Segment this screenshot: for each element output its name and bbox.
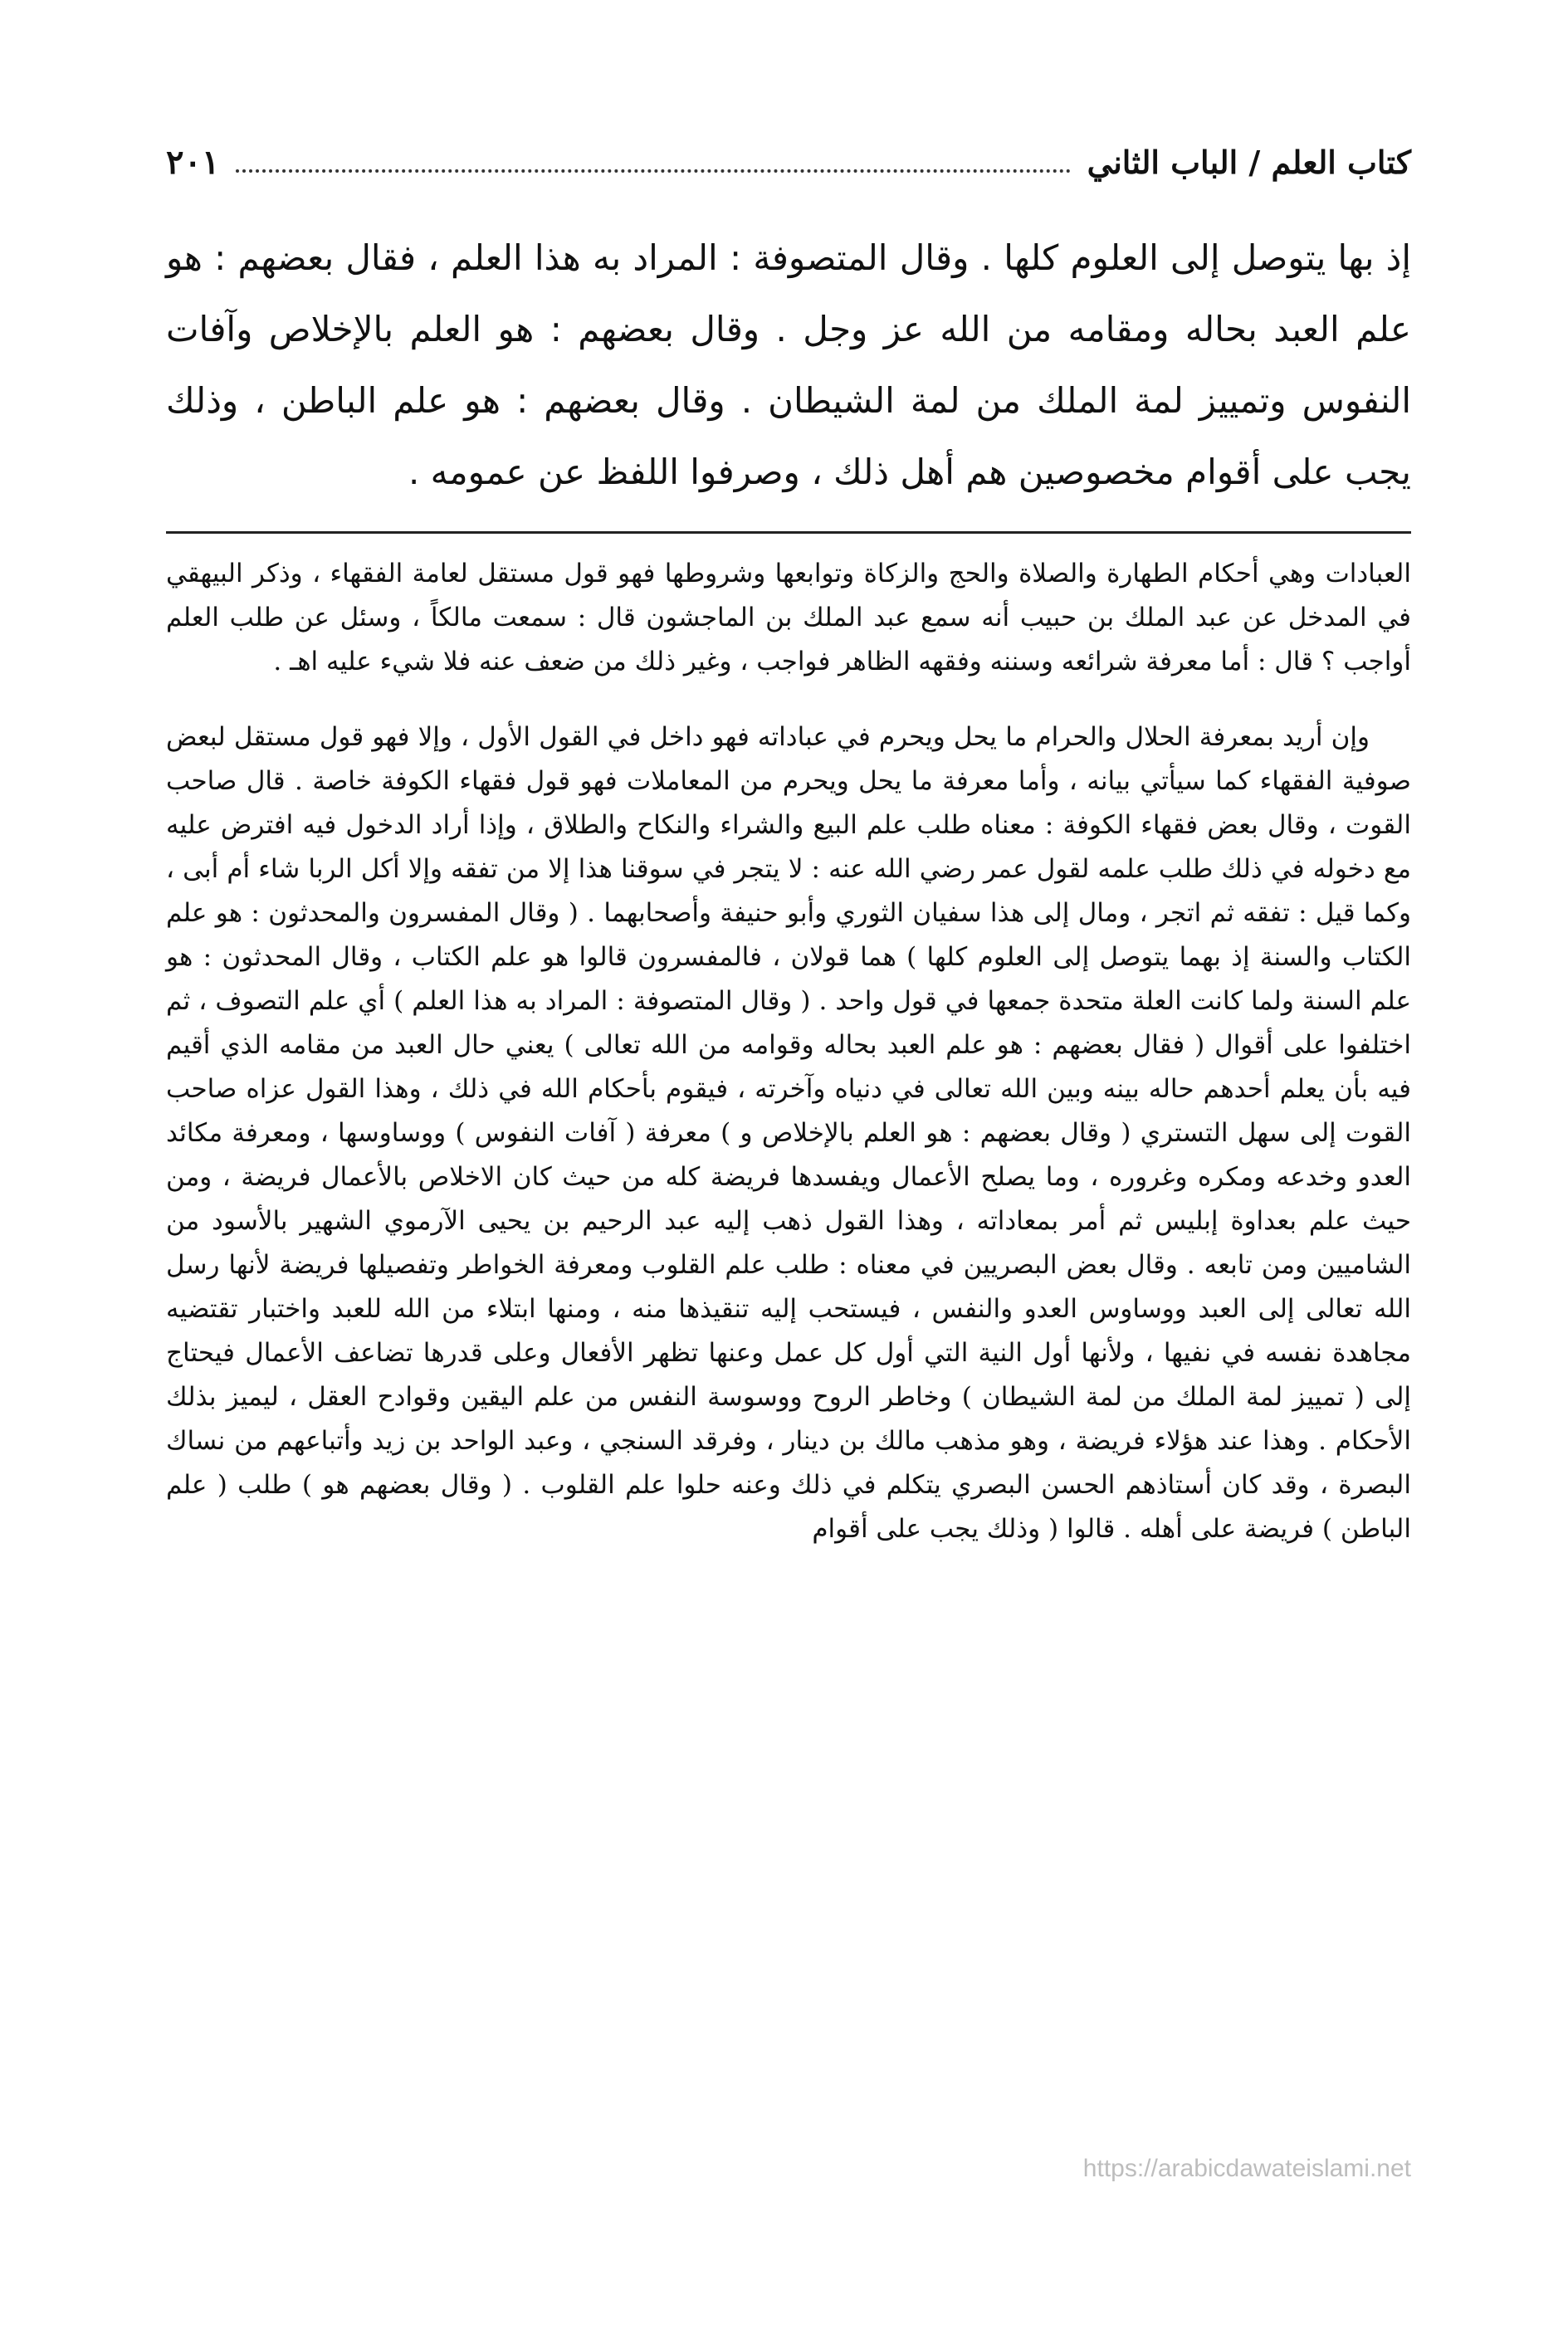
dot-leader bbox=[236, 151, 1070, 173]
commentary-paragraph-1: العبادات وهي أحكام الطهارة والصلاة والحج والزكاة وتوابعها وشروطها فهو قول مستقل لعامة الفقهاء ، وذكر البيهقي في المدخل عن عبد الملك بن حبيب أنه سمع عبد الملك بن الماجشون قال : سمعت مالكاً ، وسئل عن طلب العلم أواجب ؟ قال : أما معرفة شرائعه وسننه وفقهه الظاهر فواجب ، وغير ذلك من ضعف عنه فلا شيء عليه اهـ . bbox=[166, 559, 1411, 676]
running-header bbox=[166, 133, 1411, 191]
website-watermark: https://arabicdawateislami.net bbox=[1082, 2155, 1411, 2182]
footnote-separator bbox=[166, 531, 1411, 534]
page-number: ٢٠١ bbox=[166, 142, 220, 182]
main-paragraph: إذ بها يتوصل إلى العلوم كلها . وقال المتصوفة : المراد به هذا العلم ، فقال بعضهم : هو علم العبد بحاله ومقامه من الله عز وجل . وقال بعضهم : هو العلم بالإخلاص وآفات النفوس وتمييز لمة الملك من لمة الشيطان . وقال بعضهم : هو علم الباطن ، وذلك يجب على أقوام مخصوصين هم أهل ذلك ، وصرفوا اللفظ عن عمومه . bbox=[166, 237, 1411, 492]
chapter-title: كتاب العلم / الباب الثاني bbox=[1087, 143, 1411, 181]
main-text-block bbox=[166, 222, 1411, 508]
commentary-block bbox=[166, 552, 1411, 1551]
commentary-paragraph-2: وإن أريد بمعرفة الحلال والحرام ما يحل ويحرم في عباداته فهو داخل في القول الأول ، وإلا فهو قول مستقل لبعض صوفية الفقهاء كما سيأتي بيانه ، وأما معرفة ما يحل ويحرم من المعاملات فهو قول فقهاء الكوفة خاصة . قال صاحب القوت ، وقال بعض فقهاء الكوفة : معناه طلب علم البيع والشراء والنكاح والطلاق ، وإذا أراد الدخول فيه افترض عليه مع دخوله في ذلك طلب علمه لقول عمر رضي الله عنه : لا يتجر في سوقنا هذا إلا من تفقه وإلا أكل الربا شاء أم أبى ، وكما قيل : تفقه ثم اتجر ، ومال إلى هذا سفيان الثوري وأبو حنيفة وأصحابهما . ( وقال المفسرون والمحدثون : هو علم الكتاب والسنة إذ بهما يتوصل إلى العلوم كلها ) هما قولان ، فالمفسرون قالوا هو علم الكتاب ، وقال المحدثون : هو علم السنة ولما كانت العلة متحدة جمعها في قول واحد . ( وقال المتصوفة : المراد به هذا العلم ) أي علم التصوف ، ثم اختلفوا على أقوال ( فقال بعضهم : هو علم العبد بحاله وقوامه من الله تعالى ) يعني حال العبد من مقامه الذي أقيم فيه بأن يعلم أحدهم حاله بينه وبين الله تعالى في دنياه وآخرته ، فيقوم بأحكام الله في ذلك ، وهذا القول عزاه صاحب القوت إلى سهل التستري ( وقال بعضهم : هو العلم بالإخلاص و ) معرفة ( آفات النفوس ) ووساوسها ، ومعرفة مكائد العدو وخدعه ومكره وغروره ، وما يصلح الأعمال ويفسدها فريضة كله من حيث كان الاخلاص بالأعمال فريضة ، ومن حيث علم بعداوة إبليس ثم أمر بمعاداته ، وهذا القول ذهب إليه عبد الرحيم بن يحيى الآرموي الشهير بالأسود من الشاميين ومن تابعه . وقال بعض البصريين في معناه : طلب علم القلوب ومعرفة الخواطر وتفصيلها فريضة لأنها رسل الله تعالى إلى العبد ووساوس العدو والنفس ، فيستحب إليه تنقيذها منه ، ومنها ابتلاء من الله للعبد واختبار تقتضيه مجاهدة نفسه في نفيها ، ولأنها أول النية التي أول كل عمل وعنها تظهر الأفعال وعلى قدرها تضاعف الأعمال فيحتاج إلى ( تمييز لمة الملك من لمة الشيطان ) وخاطر الروح ووسوسة النفس من علم اليقين وقوادح العقل ، ليميز بذلك الأحكام . وهذا عند هؤلاء فريضة ، وهو مذهب مالك بن دينار ، وفرقد السنجي ، وعبد الواحد بن زيد وأتباعهم من نساك البصرة ، وقد كان أستاذهم الحسن البصري يتكلم في ذلك وعنه حلوا علم القلوب . ( وقال بعضهم هو ) طلب ( علم الباطن ) فريضة على أهله . قالوا ( وذلك يجب على أقوام bbox=[166, 722, 1411, 1544]
